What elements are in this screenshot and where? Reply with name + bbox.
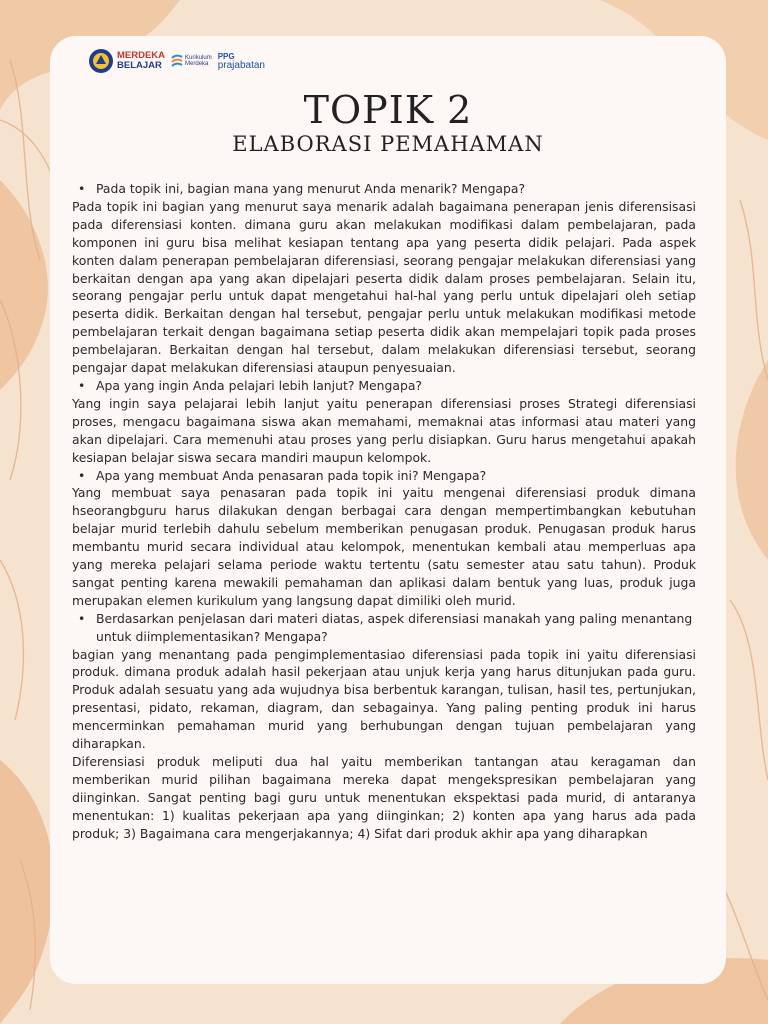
- question-item: [72, 180, 696, 198]
- merdeka-text: MERDEKA: [117, 50, 166, 61]
- belajar-text: BELAJAR: [117, 60, 162, 71]
- answer-paragraph: Yang ingin saya pelajarai lebih lanjut yaitu penerapan diferensiasi proses Strategi diferensiasi proses, mengacu bagaimana siswa akan memahami, memaknai atas informasi atau materi yang akan dipelajari. Cara memenuhi atau proses yang perlu disiapkan. Guru harus mengetahui apakah kesiapan belajar siswa secara mandiri maupun kelompok.: [72, 395, 696, 465]
- bullet-icon: •: [78, 377, 86, 393]
- page-title: TOPIK 2: [303, 88, 473, 132]
- question-text: Apa yang ingin Anda pelajari lebih lanjut? Mengapa?: [96, 377, 422, 393]
- bullet-icon: •: [78, 610, 86, 626]
- question-item: [72, 610, 696, 646]
- kurikulum-swoosh-icon: [171, 54, 183, 68]
- page-subtitle: ELABORASI PEMAHAMAN: [232, 132, 544, 156]
- document-body: [72, 180, 696, 843]
- ppg-prajabatan-logo: [218, 52, 265, 70]
- merdeka-belajar-logo: [88, 48, 165, 74]
- question-text: Pada topik ini, bagian mana yang menurut Anda menarik? Mengapa?: [96, 181, 526, 196]
- answer-paragraph: Yang membuat saya penasaran pada topik ini yaitu mengenai diferensiasi produk dimana hseorangbguru harus dilakukan dengan berbagai cara dengan mempertimbangkan kebutuhan belajar murid terlebih dahulu sebelum memberikan penugasan produk. Penugasan produk harus membantu murid secara individual atau kelompok, menentukan kembali atau memperluas apa yang mereka pelajari selama periode waktu tertentu (satu semester atau satu tahun). Produk sangat penting karena mewakili pemahaman dan aplikasi dalam bentuk yang luas, produk juga merupakan elemen kurikulum yang langsung dapat dimiliki oleh murid.: [72, 485, 696, 608]
- question-item: [72, 467, 696, 485]
- answer-paragraph: Diferensiasi produk meliputi dua hal yaitu memberikan tantangan atau keragaman dan memberikan murid pilihan bagaimana mereka dapat mengekspresikan pembelajaran yang diinginkan. Sangat penting bagi guru untuk menentukan ekspektasi pada murid, di antaranya menentukan: 1) kualitas pekerjaan apa yang diinginkan; 2) konten apa yang harus ada pada produk; 3) Bagaimana cara mengerjakannya; 4) Sifat dari produk akhir apa yang diharapkan: [72, 754, 696, 841]
- answer-paragraph: bagian yang menantang pada pengimplementasiao diferensiasi pada topik ini yaitu diferensiasi produk. dimana produk adalah hasil pekerjaan atau unjuk kerja yang harus ditunjukan pada guru. Produk adalah sesuatu yang ada wujudnya bisa berbentuk karangan, tulisan, hasil tes, pertunjukan, presentasi, pidato, rekaman, diagram, dan sebagainya. Yang paling penting produk ini harus mencerminkan pemahaman murid yang berhubungan dengan tujuan pembelajaran yang diharapkan.: [72, 646, 696, 752]
- answer-paragraph: Pada topik ini bagian yang menurut saya menarik adalah bagaimana penerapan jenis diferensisasi pada diferensiasi konten. dimana guru akan melakukan modifikasi dalam pembelajaran, pada komponen ini guru bisa melihat kesiapan tentang apa yang peserta didik pelajari. Pada aspek konten dalam penerapan pembelajaran diferensiasi, seorang pengajar melakukan diferensiasi yang berkaitan dengan apa yang akan dipelajari peserta didik dalam proses pembelajaran. Selain itu, seorang pengajar perlu untuk dapat mengetahui hal-hal yang perlu untuk dipelajari oleh setiap peserta didik. Berkaitan dengan hal tersebut, pengajar perlu untuk melakukan modifikasi metode pembelajaran terkait dengan bagaimana setiap peserta didik akan mempelajari topik pada proses pembelajaran. Berkaitan dengan hal tersebut, dalam melakukan diferensiasi tersebut, seorang pengajar dapat melakukan diferensiasi ataupun penyesuaian.: [72, 198, 696, 376]
- header-logos: [88, 36, 265, 86]
- bullet-icon: •: [78, 181, 86, 196]
- tut-wuri-emblem-icon: [88, 48, 114, 74]
- kurikulum-merdeka-logo: [171, 54, 212, 68]
- kurikulum-text: Kurikulum: [185, 54, 212, 61]
- ppg-text: PPG: [217, 52, 235, 61]
- question-text: Apa yang membuat Anda penasaran pada topik ini? Mengapa?: [96, 467, 487, 483]
- merdeka-small-text: Merdeka: [185, 61, 209, 67]
- question-text: Berdasarkan penjelasan dari materi diatas, aspek diferensiasi manakah yang paling menantang untuk diimplementasikan? Mengapa?: [96, 610, 693, 644]
- question-item: [72, 377, 696, 395]
- bullet-icon: •: [78, 467, 86, 483]
- prajabatan-text: prajabatan: [217, 60, 265, 71]
